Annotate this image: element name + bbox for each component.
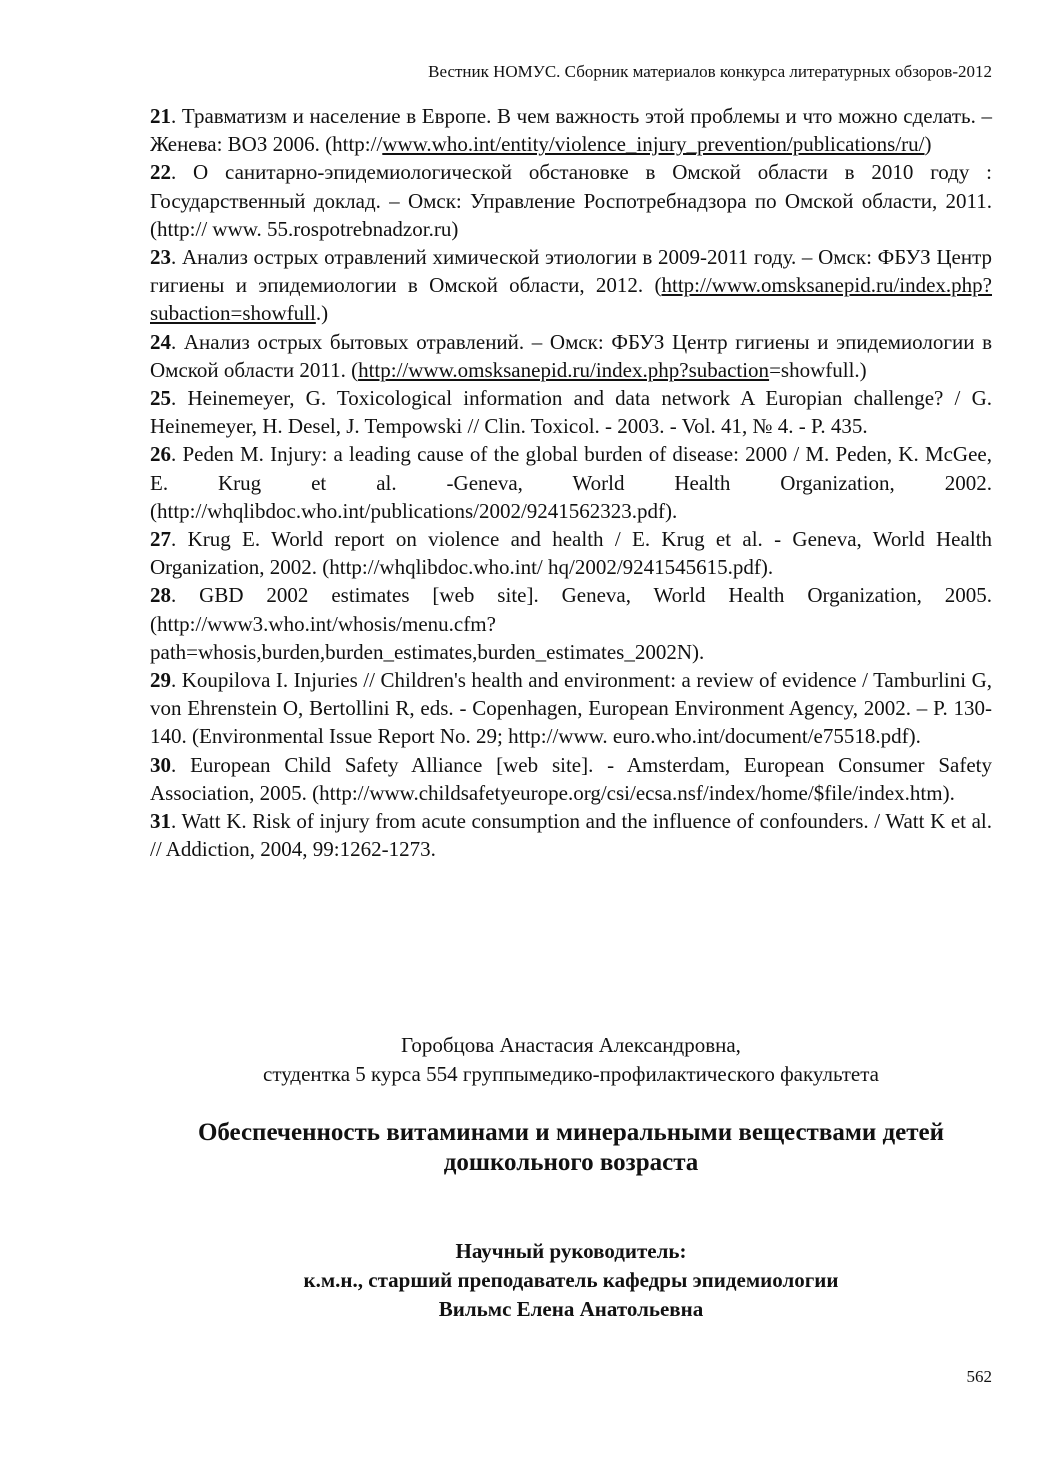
reference-number: 27 — [150, 527, 171, 552]
reference-number: 21 — [150, 104, 171, 128]
reference-number: 22 — [150, 160, 171, 185]
reference-item — [150, 525, 992, 581]
reference-list — [150, 102, 992, 863]
reference-item — [150, 328, 992, 384]
reference-text: =showfull.) — [769, 357, 867, 382]
reference-link[interactable]: www.who.int/entity/violence_injury_prevention/publications/ru/ — [382, 132, 925, 157]
reference-link[interactable]: http://www.omsksanepid.ru/index.php?subaction=showfull — [150, 273, 992, 326]
article-title: Обеспеченность витаминами и минеральными веществами детей дошкольного возраста — [197, 1119, 945, 1176]
reference-item — [150, 666, 992, 751]
supervisor-block — [150, 1237, 992, 1324]
page-number: 562 — [966, 1367, 992, 1386]
reference-text: ) — [924, 132, 932, 157]
author-block — [150, 1031, 992, 1089]
reference-number: 25 — [150, 386, 171, 411]
supervisor-label: Научный руководитель: — [455, 1239, 687, 1263]
reference-text: .) — [315, 301, 329, 326]
reference-number: 24 — [150, 329, 171, 354]
reference-number: 28 — [150, 583, 171, 608]
reference-number: 23 — [150, 245, 171, 270]
reference-text: . Peden M. Injury: a leading cause of the global burden of disease: 2000 / M. Peden, K. McGee, E. Krug et al. -Geneva, World Health Organization, 2002. (http://whqlibdoc.who.int/publications/2002/9241562323.pdf). — [150, 442, 992, 523]
reference-text: . Krug E. World report on violence and health / E. Krug et al. - Geneva, World Health Organization, 2002. (http://whqlibdoc.who.int/ hq/2002/9241545615.pdf). — [150, 527, 992, 580]
reference-link[interactable]: http://www.omsksanepid.ru/index.php?subaction — [358, 357, 770, 382]
reference-text: . Heinemeyer, G. Toxicological information and data network A Europian challenge? / G. Heinemeyer, H. Desel, J. Tempowski // Clin. Toxicol. - 2003. - Vol. 41, № 4. - P. 435. — [150, 386, 992, 439]
reference-text: . Анализ острых бытовых отравлений. – Омск: ФБУЗ Центр гигиены и эпидемиологии в Омской области 2011. ( — [150, 329, 992, 382]
reference-number: 31 — [150, 809, 171, 834]
supervisor-name: Вильмс Елена Анатольевна — [438, 1297, 704, 1321]
reference-item — [150, 440, 992, 525]
reference-number: 26 — [150, 442, 171, 467]
reference-item — [150, 807, 992, 863]
reference-text: . Koupilova I. Injuries // Children's health and environment: a review of evidence / Tamburlini G, von Ehrenstein O, Bertollini R, eds. - Copenhagen, European Environment Agency, 2002. – P. 130-140. (Environmental Issue Report No. 29; http://www. euro.who.int/document/e75518.pdf). — [150, 668, 992, 749]
reference-text: . European Child Safety Alliance [web site]. - Amsterdam, European Consumer Safety Association, 2005. (http://www.childsafetyeurope.org/csi/ecsa.nsf/index/home/$file/index.htm). — [150, 752, 992, 805]
reference-item — [150, 158, 992, 243]
supervisor-position: к.м.н., старший преподаватель кафедры эпидемиологии — [303, 1268, 839, 1292]
reference-text: . Watt K. Risk of injury from acute consumption and the influence of confounders. / Watt K et al. // Addiction, 2004, 99:1262-1273. — [150, 809, 992, 862]
reference-item — [150, 751, 992, 807]
reference-text: . Травматизм и население в Европе. В чем важность этой проблемы и что можно сделать. – Женева: ВОЗ 2006. (http:// — [150, 104, 992, 157]
reference-text: . О санитарно-эпидемиологической обстановке в Омской области в 2010 году : Государственный доклад. – Омск: Управление Роспотребнадзора по Омской области, 2011. (http:// www. 55.rospotrebnadzor.ru) — [150, 160, 992, 241]
reference-item — [150, 384, 992, 440]
reference-number: 30 — [150, 752, 171, 777]
author-name: Горобцова Анастасия Александровна, — [401, 1033, 741, 1057]
reference-text: . Анализ острых отравлений химической этиологии в 2009-2011 году. – Омск: ФБУЗ Центр гигиены и эпидемиологии в Омской области, 2012. ( — [150, 245, 992, 298]
reference-number: 29 — [150, 668, 171, 693]
reference-item — [150, 102, 992, 158]
reference-item — [150, 243, 992, 328]
reference-text: . GBD 2002 estimates [web site]. Geneva, World Health Organization, 2005. (http://www3.who.int/whosis/menu.cfm?path=whosis,burden,burden_estimates,burden_estimates_2002N). — [150, 583, 992, 664]
author-info: студентка 5 курса 554 группымедико-профилактического факультета — [263, 1062, 879, 1086]
reference-item — [150, 581, 992, 666]
running-header: Вестник НОМУС. Сборник материалов конкурса литературных обзоров-2012 — [428, 62, 992, 81]
